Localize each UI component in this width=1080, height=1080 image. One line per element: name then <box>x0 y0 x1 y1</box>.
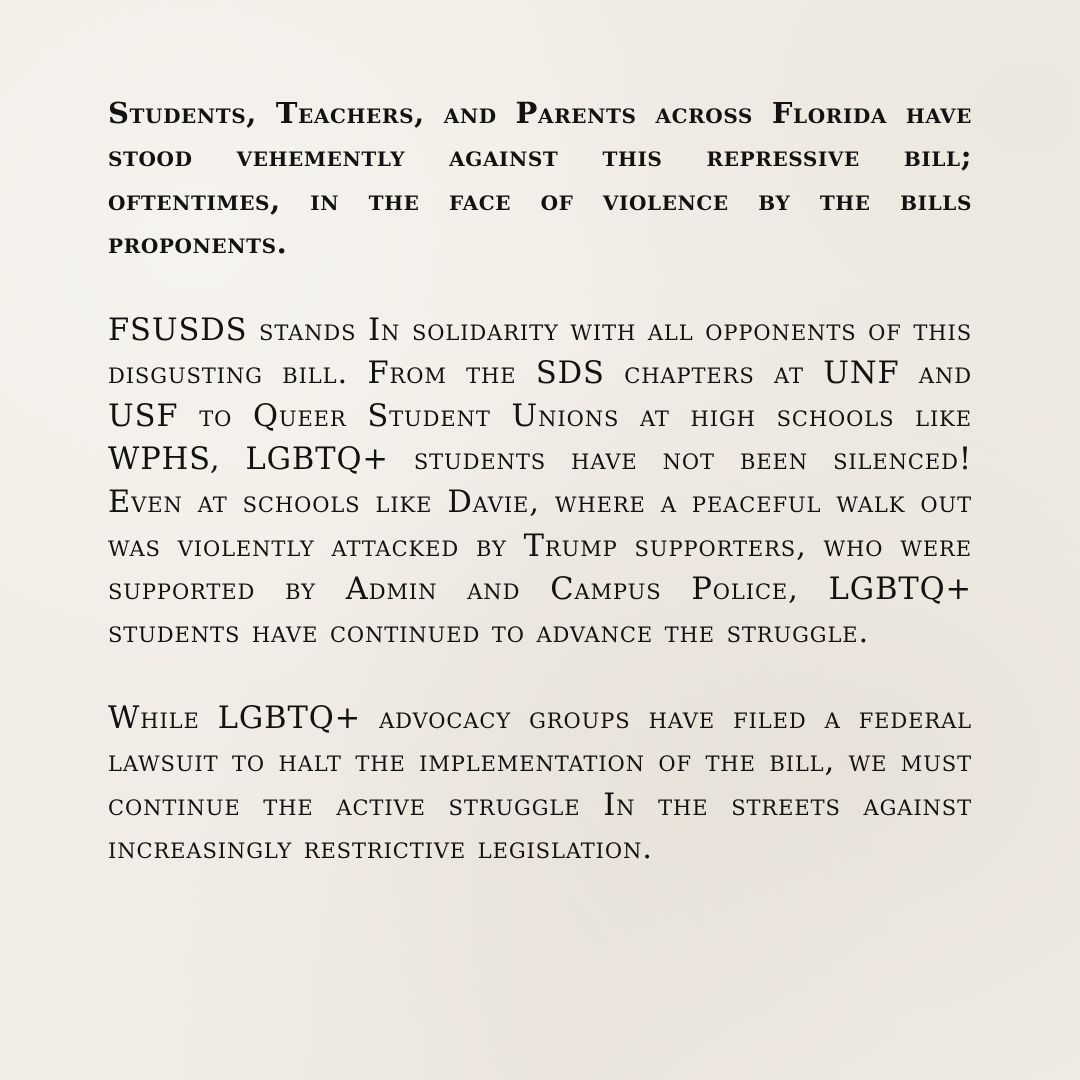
intro-paragraph: Students, Teachers, and Parents across Florida have stood vehemently against this repressive bill; oftentimes, in the face of violence by the bills proponents. <box>108 96 972 261</box>
solidarity-paragraph: FSUSDS stands In solidarity with all opponents of this disgusting bill. From the SDS chapters at UNF and USF to Queer Student Unions at high schools like WPHS, LGBTQ+ students have not been silenced! Even at schools like Davie, where a peaceful walk out was violently attacked by Trump supporters, who were supported by Admin and Campus Police, LGBTQ+ students have continued to advance the struggle. <box>108 312 972 651</box>
statement-body <box>108 92 972 870</box>
lawsuit-paragraph: While LGBTQ+ advocacy groups have filed a federal lawsuit to halt the implementation of the bill, we must continue the active struggle In the streets against increasingly restrictive legislation. <box>108 701 972 866</box>
paragraph-spacer <box>108 266 972 309</box>
paragraph-spacer <box>108 654 972 697</box>
